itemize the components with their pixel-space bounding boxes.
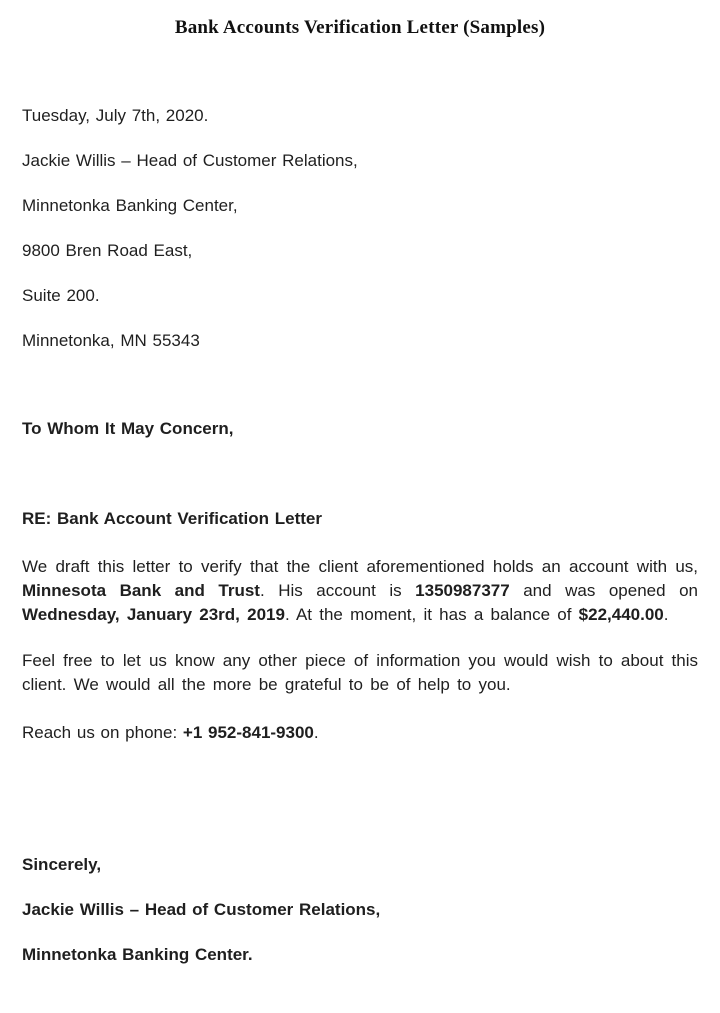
- sender-address-line: Minnetonka, MN 55343: [22, 331, 200, 350]
- emphasis-text: Minnesota Bank and Trust: [22, 581, 260, 600]
- sender-address-line: Jackie Willis – Head of Customer Relations,: [22, 151, 358, 170]
- plain-text: Reach us on phone:: [22, 723, 183, 742]
- emphasis-text: Wednesday, January 23rd, 2019: [22, 605, 285, 624]
- body-paragraph-account-details: [22, 555, 698, 627]
- date-line: Tuesday, July 7th, 2020.: [22, 106, 209, 125]
- sender-address-block: [22, 151, 698, 351]
- subject-line: RE: Bank Account Verification Letter: [22, 509, 322, 528]
- phone-contact-line: [22, 723, 698, 743]
- emphasis-text: +1 952-841-9300: [182, 723, 314, 742]
- document-title: Bank Accounts Verification Letter (Samples): [174, 17, 546, 38]
- emphasis-text: $22,440.00: [578, 605, 664, 624]
- plain-text: .: [663, 605, 669, 624]
- salutation: To Whom It May Concern,: [22, 419, 234, 438]
- plain-text: and was opened on: [509, 581, 699, 600]
- plain-text: .: [313, 723, 319, 742]
- emphasis-text: 1350987377: [415, 581, 510, 600]
- plain-text: . His account is: [259, 581, 416, 600]
- plain-text: . At the moment, it has a balance of: [284, 605, 579, 624]
- signature-line: Jackie Willis – Head of Customer Relations,: [22, 900, 381, 919]
- sender-address-line: 9800 Bren Road East,: [22, 241, 193, 260]
- signature-line: Minnetonka Banking Center.: [22, 945, 253, 964]
- signature-block: [22, 900, 698, 965]
- sender-address-line: Minnetonka Banking Center,: [22, 196, 238, 215]
- sender-address-line: Suite 200.: [22, 286, 100, 305]
- plain-text: We draft this letter to verify that the client aforementioned holds an account with us,: [22, 557, 698, 576]
- closing-salutation: Sincerely,: [22, 855, 102, 874]
- body-paragraph-assistance: Feel free to let us know any other piece of information you would wish to about this client. We would all the more be grateful to be of help to you.: [22, 651, 698, 694]
